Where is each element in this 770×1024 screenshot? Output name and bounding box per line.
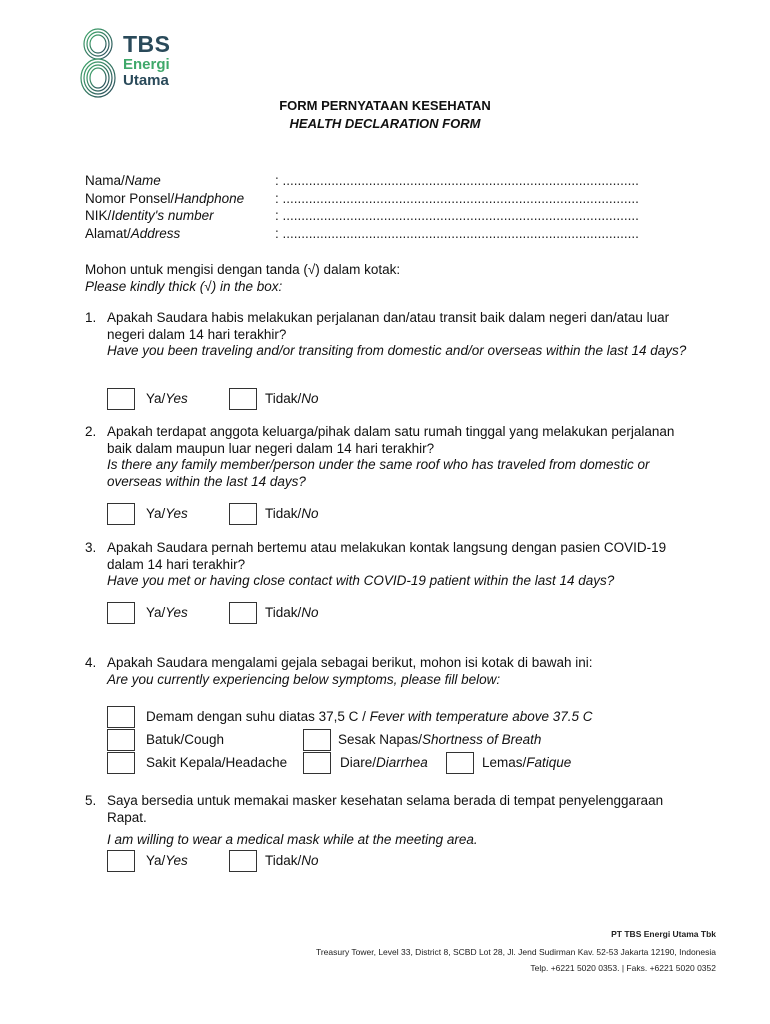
question-3-number: 3. — [85, 540, 97, 555]
symptom-diarrhea-label: Diare/Diarrhea — [340, 755, 428, 770]
footer-address: Treasury Tower, Level 33, District 8, SCBD Lot 28, Jl. Jend Sudirman Kav. 52-53 Jakarta 12190, Indonesia — [315, 947, 716, 957]
question-4-number: 4. — [85, 655, 97, 670]
q5-yes-checkbox[interactable] — [107, 850, 135, 872]
instruction — [85, 262, 400, 295]
q2-no-label: Tidak/No — [265, 506, 319, 521]
field-address-label-en: Address — [130, 225, 181, 241]
q2-yes-checkbox[interactable] — [107, 503, 135, 525]
symptom-breath-checkbox[interactable] — [303, 729, 331, 751]
question-1-number: 1. — [85, 310, 97, 325]
footer-contact: Telp. +6221 5020 0353. | Faks. +6221 5020 0352 — [530, 963, 716, 973]
field-phone-label: Nomor Ponsel/ — [85, 190, 175, 206]
symptom-fatigue-checkbox[interactable] — [446, 752, 474, 774]
question-2-number: 2. — [85, 424, 97, 439]
logo-line-3: Utama — [123, 72, 169, 89]
logo-line-2: Energi — [123, 56, 170, 73]
field-address-label: Alamat/ — [85, 225, 131, 241]
logo-wordmark — [123, 33, 171, 88]
field-name-label: Nama/ — [85, 173, 125, 188]
symptom-fever-checkbox[interactable] — [107, 706, 135, 728]
q1-no-checkbox[interactable] — [229, 388, 257, 410]
field-address-input[interactable]: : ............................................................................................... — [275, 225, 639, 241]
question-1-text-en: Have you been traveling and/or transiting from domestic and/or overseas within the last 14 days? — [107, 343, 687, 358]
field-name-input[interactable]: : ............................................................................................... — [275, 173, 639, 188]
q1-no-label: Tidak/No — [265, 391, 319, 406]
question-5-number: 5. — [85, 793, 97, 808]
logo-line-1: TBS — [123, 31, 171, 57]
question-4 — [85, 655, 695, 688]
q5-no-checkbox[interactable] — [229, 850, 257, 872]
field-phone-input[interactable]: : ............................................................................................... — [275, 190, 639, 206]
question-4-text-en: Are you currently experiencing below symptoms, please fill below: — [107, 671, 501, 687]
symptom-cough-checkbox[interactable] — [107, 729, 135, 751]
q1-yes-label: Ya/Yes — [146, 391, 188, 406]
q2-yes-label: Ya/Yes — [146, 506, 188, 521]
field-name[interactable] — [85, 172, 639, 190]
question-3 — [85, 540, 695, 590]
q3-yes-checkbox[interactable] — [107, 602, 135, 624]
field-address[interactable] — [85, 225, 639, 243]
form-title: FORM PERNYATAAN KESEHATAN — [279, 98, 491, 113]
field-nik[interactable] — [85, 207, 639, 225]
instruction-en: Please kindly thick (√) in the box: — [85, 278, 283, 294]
question-2-text-en: Is there any family member/person under the same roof who has traveled from domestic or overseas within the last 14 days? — [107, 457, 650, 489]
field-phone-label-en: Handphone — [174, 190, 245, 206]
question-1-text: Apakah Saudara habis melakukan perjalanan dan/atau transit baik dalam negeri dan/atau luar negeri dalam 14 hari terakhir? — [107, 310, 670, 342]
q1-yes-checkbox[interactable] — [107, 388, 135, 410]
symptom-breath-label: Sesak Napas/Shortness of Breath — [338, 732, 542, 747]
q3-no-checkbox[interactable] — [229, 602, 257, 624]
q5-yes-label: Ya/Yes — [146, 853, 188, 868]
symptom-cough-label: Batuk/Cough — [146, 732, 225, 747]
symptom-fever-label: Demam dengan suhu diatas 37,5 C / Fever with temperature above 37.5 C — [146, 709, 593, 724]
symptom-fatigue-label: Lemas/Fatique — [482, 755, 572, 770]
field-nik-label: NIK/ — [85, 208, 112, 223]
field-phone[interactable] — [85, 190, 639, 208]
identity-fields — [85, 172, 639, 242]
question-5-text: Saya bersedia untuk memakai masker kesehatan selama berada di tempat penyelenggaraan Rapat. — [107, 793, 664, 825]
question-1 — [85, 310, 695, 360]
q3-no-label: Tidak/No — [265, 605, 319, 620]
q3-yes-label: Ya/Yes — [146, 605, 188, 620]
question-5 — [85, 793, 695, 849]
field-name-label-en: Name — [124, 173, 161, 188]
symptom-diarrhea-checkbox[interactable] — [303, 752, 331, 774]
field-nik-input[interactable]: : ............................................................................................... — [275, 208, 639, 223]
symptom-headache-label: Sakit Kepala/Headache — [146, 755, 288, 770]
q5-no-label: Tidak/No — [265, 853, 319, 868]
instruction-id: Mohon untuk mengisi dengan tanda (√) dalam kotak: — [85, 262, 401, 277]
footer-company: PT TBS Energi Utama Tbk — [611, 929, 716, 939]
symptom-headache-checkbox[interactable] — [107, 752, 135, 774]
question-5-text-en: I am willing to wear a medical mask while at the meeting area. — [107, 832, 478, 847]
question-2 — [85, 424, 695, 490]
question-2-text: Apakah terdapat anggota keluarga/pihak dalam satu rumah tinggal yang melakukan perjalanan baik dalam maupun luar negeri dalam 14 hari terakhir? — [107, 424, 675, 456]
question-3-text-en: Have you met or having close contact with COVID-19 patient within the last 14 days? — [107, 573, 615, 588]
question-4-text: Apakah Saudara mengalami gejala sebagai berikut, mohon isi kotak di bawah ini: — [107, 655, 593, 670]
question-3-text: Apakah Saudara pernah bertemu atau melakukan kontak langsung dengan pasien COVID-19 dalam 14 hari terakhir? — [107, 540, 667, 572]
q2-no-checkbox[interactable] — [229, 503, 257, 525]
field-nik-label-en: Identity's number — [111, 208, 214, 223]
form-subtitle: HEALTH DECLARATION FORM — [289, 116, 481, 131]
